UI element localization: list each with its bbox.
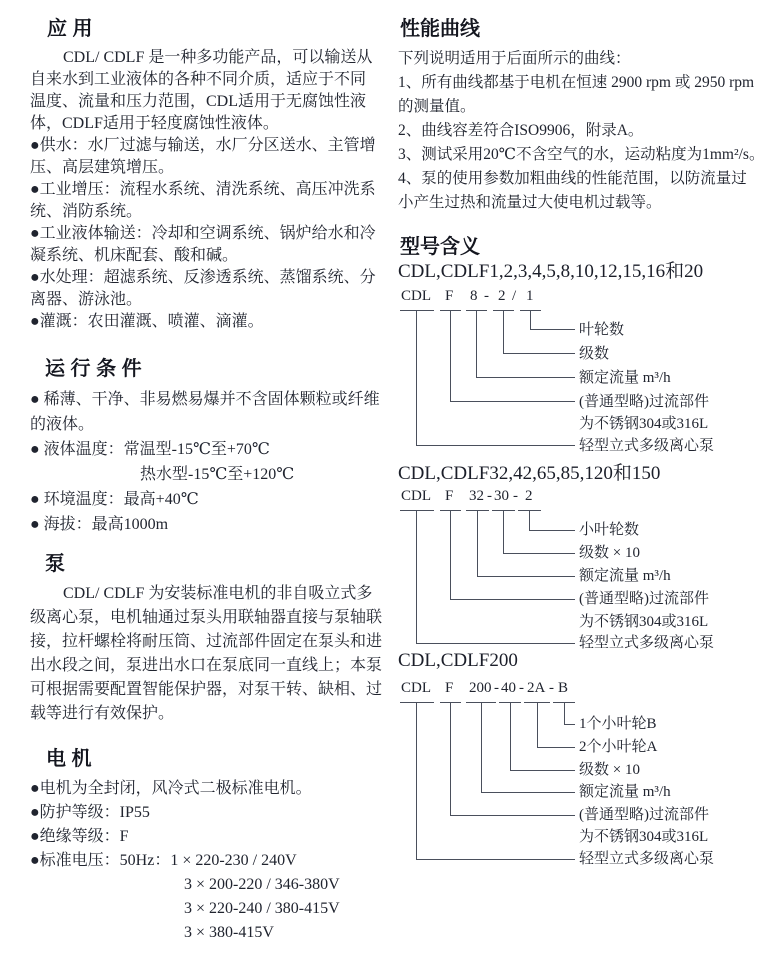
conditions-heading: 运 行 条 件 [45,358,142,380]
code-underline [400,510,434,511]
conditions-line: ● 稀薄、干净、非易燃易爆并不含固体颗粒或纤维 [30,391,380,408]
section-performance-curves [398,12,778,215]
application-line: ●供水：水厂过滤与输送，水厂分区送水、主管增 [30,137,376,154]
diagram-label: 为不锈钢304或316L [579,416,709,432]
conditions-line: ● 液体温度：常温型-15℃至+70℃ [30,441,270,458]
connector-line [503,310,504,353]
motor-voltage-line: 3 × 200-220 / 346-380V [184,876,340,893]
pump-line: 可根据需要配置智能保护器，对泵干转、缺相、过 [30,681,383,698]
diagram-label: 为不锈钢304或316L [579,829,709,845]
diagram-label: (普通型略)过流部件 [579,394,709,410]
connector-line [503,353,575,354]
connector-line [481,792,575,793]
motor-line: ●绝缘等级：F [30,828,129,845]
connector-line [503,553,575,554]
connector-line [530,310,531,329]
diagram-label: 轻型立式多级离心泵 [579,851,715,867]
diagram-label: (普通型略)过流部件 [579,807,709,823]
connector-line [450,815,575,816]
code-segment: 2 [498,288,506,304]
pump-heading: 泵 [45,553,65,575]
diagram-label: 额定流量 m³/h [579,568,671,584]
application-line: 凝系统、机床配套、酸和碱。 [30,247,239,264]
performance-line: 下列说明适用于后面所示的曲线： [398,50,631,67]
pump-line: 出水段之间，泵进出水口在泵底同一直线上；本泵 [30,657,383,674]
code-segment: - [484,288,489,304]
application-line: ●工业增压：流程水系统、清洗系统、高压冲洗系 [30,181,376,198]
connector-line [503,510,504,553]
model-diagram-1 [398,286,760,462]
connector-line [416,859,575,860]
diagram-label: 小叶轮数 [579,522,640,538]
motor-heading: 电 机 [46,748,92,770]
connector-line [529,510,530,530]
diagram-label: 为不锈钢304或316L [579,614,709,630]
code-segment: CDL [401,288,431,304]
code-segment: 40 [501,680,516,696]
diagram-label: 轻型立式多级离心泵 [579,635,715,651]
application-line: 体，CDLF适用于轻度腐蚀性液体。 [30,115,279,132]
motor-voltage-line: 3 × 220-240 / 380-415V [184,900,340,917]
connector-line [450,510,451,599]
code-segment: - [487,488,492,504]
connector-line [477,576,575,577]
code-segment: - [519,680,524,696]
connector-line [416,702,417,859]
performance-line: 小产生过热和流量过大使电机过载等。 [398,194,662,211]
performance-line: 2、曲线容差符合ISO9906，附录A。 [398,122,644,139]
connector-line [450,401,575,402]
application-line: 压、高层建筑增压。 [30,159,175,176]
diagram-label: 1个小叶轮B [579,716,657,732]
application-line: 温度、流量和压力范围，CDL适用于无腐蚀性液 [30,93,367,110]
connector-line [450,310,451,401]
pump-line: 载等进行有效保护。 [30,705,175,722]
conditions-line: ● 海拔：最高1000m [30,516,169,533]
diagram-label: 级数 × 10 [579,762,640,778]
code-segment: 2A [527,680,546,696]
application-line: ●灌溉：农田灌溉、喷灌、滴灌。 [30,313,264,330]
connector-line [416,310,417,445]
diagram-label: 级数 × 10 [579,545,640,561]
conditions-line: 的液体。 [30,416,95,433]
connector-line [476,377,575,378]
code-segment: - [494,680,499,696]
application-line: 自来水到工业液体的各种不同介质，适应于不同 [30,71,367,88]
application-line: 离器、游泳池。 [30,291,143,308]
diagram-label: 额定流量 m³/h [579,784,671,800]
code-segment: 200 [469,680,492,696]
section-motor [30,742,390,945]
connector-line [537,702,538,747]
diagram-label: 叶轮数 [579,322,625,338]
code-underline [400,310,434,311]
connector-line [529,530,575,531]
performance-line: 的测量值。 [398,98,476,115]
performance-line: 3、测试采用20℃不含空气的水，运动粘度为1mm²/s。 [398,146,765,163]
connector-line [477,510,478,576]
conditions-line: 热水型-15℃至+120℃ [140,466,295,483]
code-segment: F [445,288,454,304]
model-diagram-3 [398,678,760,878]
pump-line: CDL/ CDLF 为安装标准电机的非自吸立式多 [63,585,373,602]
pump-line: 接，拉杆螺栓将耐压筒、过流部件固定在泵头和进 [30,633,383,650]
motor-line: ●电机为全封闭，风冷式二极标准电机。 [30,780,312,797]
connector-line [481,702,482,792]
application-line: CDL/ CDLF 是一种多功能产品，可以输送从 [63,49,373,66]
application-line: ●工业液体输送：冷却和空调系统、锅炉给水和冷 [30,225,376,242]
diagram-label: 额定流量 m³/h [579,370,671,386]
motor-line: ●防护等级：IP55 [30,804,150,821]
connector-line [530,329,575,330]
performance-heading: 性能曲线 [400,18,480,40]
code-segment: - [549,680,554,696]
connector-line [416,510,417,643]
diagram-label: 2个小叶轮A [579,739,658,755]
section-application [30,12,390,333]
code-segment: 8 [470,288,478,304]
performance-line: 4、泵的使用参数加粗曲线的性能范围，以防流量过 [398,170,747,187]
code-segment: CDL [401,488,431,504]
connector-line [476,310,477,377]
conditions-line: ● 环境温度：最高+40℃ [30,491,199,508]
code-segment: B [558,680,569,696]
code-segment: 32 [469,488,484,504]
model-heading: 型号含义 [400,236,480,258]
model-subtitle-3: CDL,CDLF200 [398,650,518,671]
code-segment: 30 [494,488,509,504]
connector-line [564,724,575,725]
model-subtitle-2: CDL,CDLF32,42,65,85,120和150 [398,463,661,484]
application-heading: 应 用 [47,18,93,40]
code-segment: CDL [401,680,431,696]
motor-voltage-line: 3 × 380-415V [184,924,274,941]
connector-line [537,747,575,748]
connector-line [450,702,451,815]
code-underline [400,702,434,703]
code-segment: / [512,288,517,304]
diagram-label: (普通型略)过流部件 [579,591,709,607]
diagram-label: 轻型立式多级离心泵 [579,438,715,454]
connector-line [564,702,565,724]
performance-line: 1、所有曲线都基于电机在恒速 2900 rpm 或 2950 rpm [398,74,755,91]
diagram-label: 级数 [579,346,610,362]
code-segment: 2 [525,488,533,504]
application-line: ●水处理：超滤系统、反渗透系统、蒸馏系统、分 [30,269,376,286]
connector-line [416,445,575,446]
connector-line [416,643,575,644]
pump-line: 级离心泵，电机轴通过泵头用联轴器直接与泵轴联 [30,609,383,626]
section-operating-conditions [30,352,390,537]
code-segment: F [445,680,454,696]
code-segment: 1 [526,288,534,304]
model-diagram-2 [398,486,760,654]
connector-line [450,599,575,600]
code-segment: - [513,488,518,504]
model-subtitle-1: CDL,CDLF1,2,3,4,5,8,10,12,15,16和20 [398,261,704,282]
connector-line [510,770,575,771]
application-line: 统、消防系统。 [30,203,143,220]
code-segment: F [445,488,454,504]
section-pump [30,547,390,726]
motor-line: ●标准电压：50Hz：1 × 220-230 / 240V [30,852,297,869]
connector-line [510,702,511,770]
